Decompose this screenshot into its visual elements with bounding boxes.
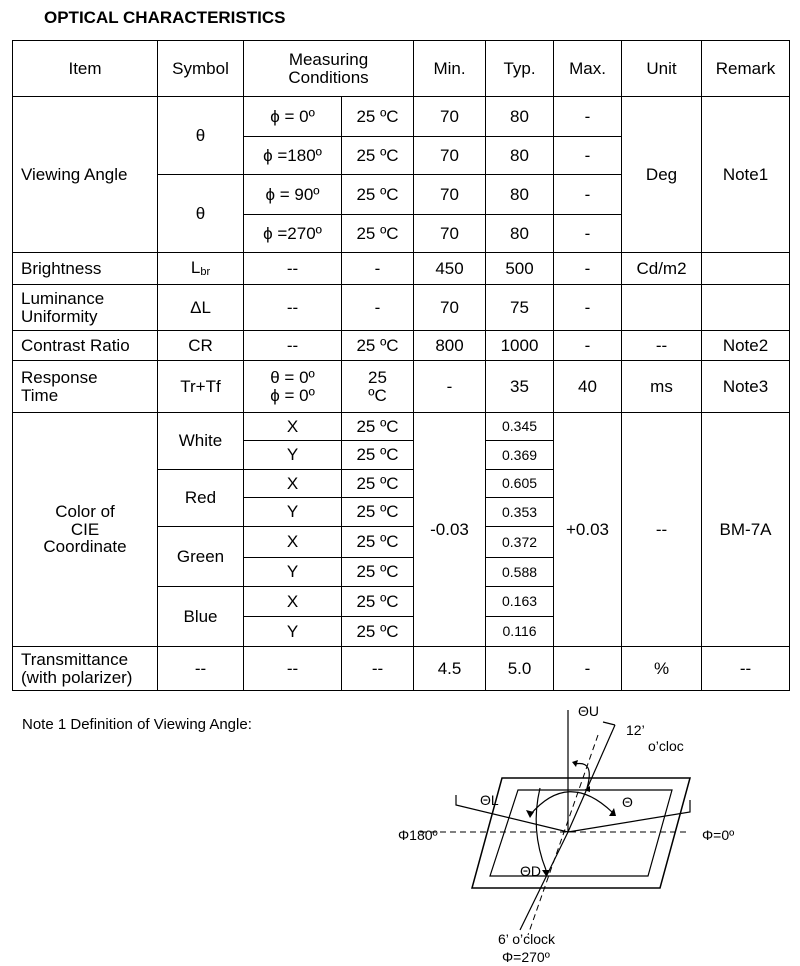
min-cell: 450 — [414, 253, 486, 285]
max-cell: - — [554, 175, 622, 215]
cie-min: -0.03 — [414, 413, 486, 647]
table-row — [13, 413, 790, 441]
item-cell: Response Time — [13, 361, 158, 413]
typ-cell: 80 — [486, 137, 554, 175]
temp-cell: - — [342, 285, 414, 331]
typ-cell: 80 — [486, 175, 554, 215]
header-symbol: Symbol — [158, 41, 244, 97]
remark-cell — [702, 285, 790, 331]
max-cell: - — [554, 97, 622, 137]
symbol-cell: CR — [158, 331, 244, 361]
symbol-cell: ΔL — [158, 285, 244, 331]
max-cell: - — [554, 215, 622, 253]
temp-cell: 25 ºC — [342, 175, 414, 215]
axis-cell: Y — [244, 441, 342, 470]
color-name: Blue — [158, 587, 244, 647]
table-row — [13, 647, 790, 691]
theta-r-label: Θ — [622, 794, 633, 810]
cond-cell: ϕ =180º — [244, 137, 342, 175]
cond-cell: ϕ = 0º — [244, 97, 342, 137]
cond-cell: -- — [244, 647, 342, 691]
header-min: Min. — [414, 41, 486, 97]
viewing-symbol: θ — [158, 97, 244, 175]
min-cell: 4.5 — [414, 647, 486, 691]
cond-cell: -- — [244, 331, 342, 361]
up-arc — [575, 764, 589, 789]
axis-cell: X — [244, 470, 342, 498]
temp-cell: 25 ºC — [342, 361, 414, 413]
vertical-axis — [528, 735, 598, 935]
axis-cell: Y — [244, 617, 342, 647]
min-cell: - — [414, 361, 486, 413]
typ-cell: 500 — [486, 253, 554, 285]
left-plane — [456, 795, 568, 832]
axis-cell: Y — [244, 558, 342, 587]
temp-cell: 25 ºC — [342, 137, 414, 175]
six-oclock-label: 6’ o’clock — [498, 931, 556, 947]
unit-cell: % — [622, 647, 702, 691]
cie-unit: -- — [622, 413, 702, 647]
typ-cell: 0.372 — [486, 527, 554, 558]
header-conditions: Measuring Conditions — [244, 41, 414, 97]
remark-cell: Note2 — [702, 331, 790, 361]
phi-0-label: Φ=0º — [702, 827, 735, 843]
theta-u-label: ΘU — [578, 703, 599, 719]
temp-cell: -- — [342, 647, 414, 691]
min-cell: 70 — [414, 137, 486, 175]
max-cell: - — [554, 285, 622, 331]
item-cell: Luminance Uniformity — [13, 285, 158, 331]
header-typ: Typ. — [486, 41, 554, 97]
max-cell: - — [554, 331, 622, 361]
theta-d-label: ΘD — [520, 863, 541, 879]
table-row — [13, 285, 790, 331]
temp-cell: 25 ºC — [342, 441, 414, 470]
typ-cell: 0.605 — [486, 470, 554, 498]
axis-cell: X — [244, 587, 342, 617]
temp-cell: 25 ºC — [342, 527, 414, 558]
min-cell: 70 — [414, 97, 486, 137]
temp-cell: 25 ºC — [342, 97, 414, 137]
cond-cell: ϕ = 90º — [244, 175, 342, 215]
table-row — [13, 331, 790, 361]
panel-outline — [472, 778, 690, 888]
header-max: Max. — [554, 41, 622, 97]
unit-cell: Cd/m2 — [622, 253, 702, 285]
viewing-remark: Note1 — [702, 97, 790, 253]
min-cell: 800 — [414, 331, 486, 361]
down-plane — [520, 832, 568, 930]
typ-cell: 35 — [486, 361, 554, 413]
note1-label: Note 1 Definition of Viewing Angle: — [22, 716, 252, 733]
viewing-unit: Deg — [622, 97, 702, 253]
cond-cell: -- — [244, 285, 342, 331]
cond-cell: ϕ =270º — [244, 215, 342, 253]
item-cell: Contrast Ratio — [13, 331, 158, 361]
cond-cell: θ = 0º ϕ = 0º — [244, 361, 342, 413]
phi-270-label: Φ=270º — [502, 949, 550, 965]
header-unit: Unit — [622, 41, 702, 97]
max-cell: - — [554, 647, 622, 691]
remark-cell — [702, 253, 790, 285]
cie-item: Color of CIE Coordinate — [13, 413, 158, 647]
optical-characteristics-table — [12, 40, 790, 691]
theta-l-label: ΘL — [480, 792, 499, 808]
min-cell: 70 — [414, 285, 486, 331]
color-name: Green — [158, 527, 244, 587]
table-row — [13, 253, 790, 285]
axis-cell: X — [244, 527, 342, 558]
temp-cell: 25 ºC — [342, 498, 414, 527]
cie-remark: BM-7A — [702, 413, 790, 647]
symbol-cell: Tr+Tf — [158, 361, 244, 413]
temp-cell: 25 ºC — [342, 587, 414, 617]
cond-cell: -- — [244, 253, 342, 285]
max-cell: - — [554, 253, 622, 285]
unit-cell: -- — [622, 331, 702, 361]
viewing-angle-item: Viewing Angle — [13, 97, 158, 253]
temp-cell: 25 ºC — [342, 413, 414, 441]
typ-cell: 0.353 — [486, 498, 554, 527]
axis-cell: X — [244, 413, 342, 441]
unit-cell — [622, 285, 702, 331]
typ-cell: 0.588 — [486, 558, 554, 587]
typ-cell: 1000 — [486, 331, 554, 361]
min-cell: 70 — [414, 215, 486, 253]
unit-cell: ms — [622, 361, 702, 413]
phi-180-label: Φ180º — [398, 827, 438, 843]
typ-cell: 0.116 — [486, 617, 554, 647]
twelve-label: 12’ — [626, 722, 645, 738]
typ-cell: 75 — [486, 285, 554, 331]
down-arc — [536, 788, 546, 870]
table-row — [13, 361, 790, 413]
remark-cell: Note3 — [702, 361, 790, 413]
page-title: OPTICAL CHARACTERISTICS — [44, 8, 286, 27]
viewing-angle-diagram — [390, 700, 770, 966]
max-cell: - — [554, 137, 622, 175]
table-row — [13, 97, 790, 137]
item-cell: Transmittance (with polarizer) — [13, 647, 158, 691]
temp-cell: 25 ºC — [342, 331, 414, 361]
cie-max: +0.03 — [554, 413, 622, 647]
typ-cell: 80 — [486, 97, 554, 137]
item-cell: Brightness — [13, 253, 158, 285]
temp-cell: 25 ºC — [342, 470, 414, 498]
axis-cell: Y — [244, 498, 342, 527]
temp-cell: 25 ºC — [342, 558, 414, 587]
brightness-symbol: Lbr — [158, 253, 244, 285]
typ-cell: 80 — [486, 215, 554, 253]
typ-cell: 0.345 — [486, 413, 554, 441]
header-row — [13, 41, 790, 97]
color-name: Red — [158, 470, 244, 527]
temp-cell: 25 ºC — [342, 215, 414, 253]
header-remark: Remark — [702, 41, 790, 97]
typ-cell: 5.0 — [486, 647, 554, 691]
viewing-symbol: θ — [158, 175, 244, 253]
color-name: White — [158, 413, 244, 470]
max-cell: 40 — [554, 361, 622, 413]
min-cell: 70 — [414, 175, 486, 215]
twelve-oclock-label: o’cloc — [648, 738, 684, 754]
symbol-cell: -- — [158, 647, 244, 691]
typ-cell: 0.369 — [486, 441, 554, 470]
temp-cell: 25 ºC — [342, 617, 414, 647]
header-item: Item — [13, 41, 158, 97]
remark-cell: -- — [702, 647, 790, 691]
temp-cell: - — [342, 253, 414, 285]
typ-cell: 0.163 — [486, 587, 554, 617]
